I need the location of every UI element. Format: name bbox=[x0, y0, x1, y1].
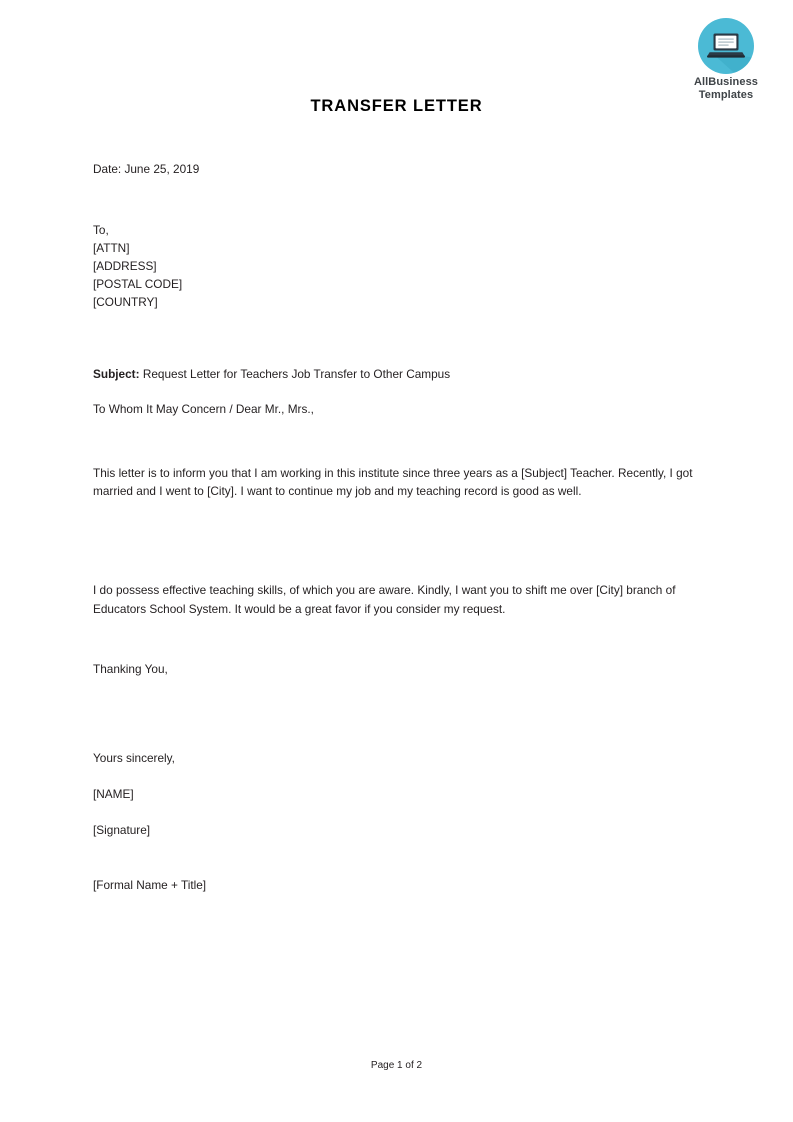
subject-line bbox=[93, 365, 699, 384]
brand-line-2: Templates bbox=[698, 88, 754, 101]
spacer bbox=[93, 312, 699, 365]
letter-body bbox=[93, 160, 699, 894]
paragraph-1: This letter is to inform you that I am working in this institute since three years as a [Subject] Teacher. Recently, I got married and I went to [City]. I want to continue my job and my teaching record is good as well. bbox=[93, 465, 693, 499]
page-title: TRANSFER LETTER bbox=[310, 97, 483, 115]
subject-text: Request Letter for Teachers Job Transfer to Other Campus bbox=[142, 366, 451, 381]
name-placeholder: [NAME] bbox=[93, 787, 134, 802]
spacer bbox=[93, 179, 699, 221]
paragraph-2: I do possess effective teaching skills, of which you are aware. Kindly, I want you to shift me over [City] branch of Educators School System. It would be a great favor if you consider my request. bbox=[93, 582, 676, 616]
spacer bbox=[93, 840, 699, 876]
spacer bbox=[93, 501, 699, 581]
subject-label: Subject: bbox=[93, 366, 140, 381]
brand-mark bbox=[698, 18, 754, 74]
page-footer: Page 1 of 2 bbox=[370, 1060, 423, 1071]
thanking-line: Thanking You, bbox=[93, 662, 168, 677]
signature-placeholder: [Signature] bbox=[93, 822, 151, 837]
spacer bbox=[93, 767, 699, 785]
spacer bbox=[93, 679, 699, 749]
brand-logo bbox=[688, 18, 764, 101]
salutation: To Whom It May Concern / Dear Mr., Mrs., bbox=[93, 402, 314, 417]
formal-name-placeholder: [Formal Name + Title] bbox=[93, 877, 207, 892]
brand-line-1: AllBusiness bbox=[693, 76, 759, 88]
closing-line: Yours sincerely, bbox=[93, 750, 175, 765]
recipient-attn: [ATTN] bbox=[93, 240, 130, 255]
recipient-address: [ADDRESS] bbox=[93, 259, 157, 273]
spacer bbox=[93, 419, 699, 464]
recipient-to: To, bbox=[93, 222, 109, 237]
date-line: Date: June 25, 2019 bbox=[93, 162, 200, 176]
spacer bbox=[93, 618, 699, 660]
recipient-postal-code: [POSTAL CODE] bbox=[93, 277, 183, 292]
recipient-address-block bbox=[93, 221, 699, 312]
laptop-icon bbox=[698, 18, 754, 74]
spacer bbox=[93, 383, 699, 400]
spacer bbox=[93, 804, 699, 821]
recipient-country: [COUNTRY] bbox=[93, 295, 158, 310]
